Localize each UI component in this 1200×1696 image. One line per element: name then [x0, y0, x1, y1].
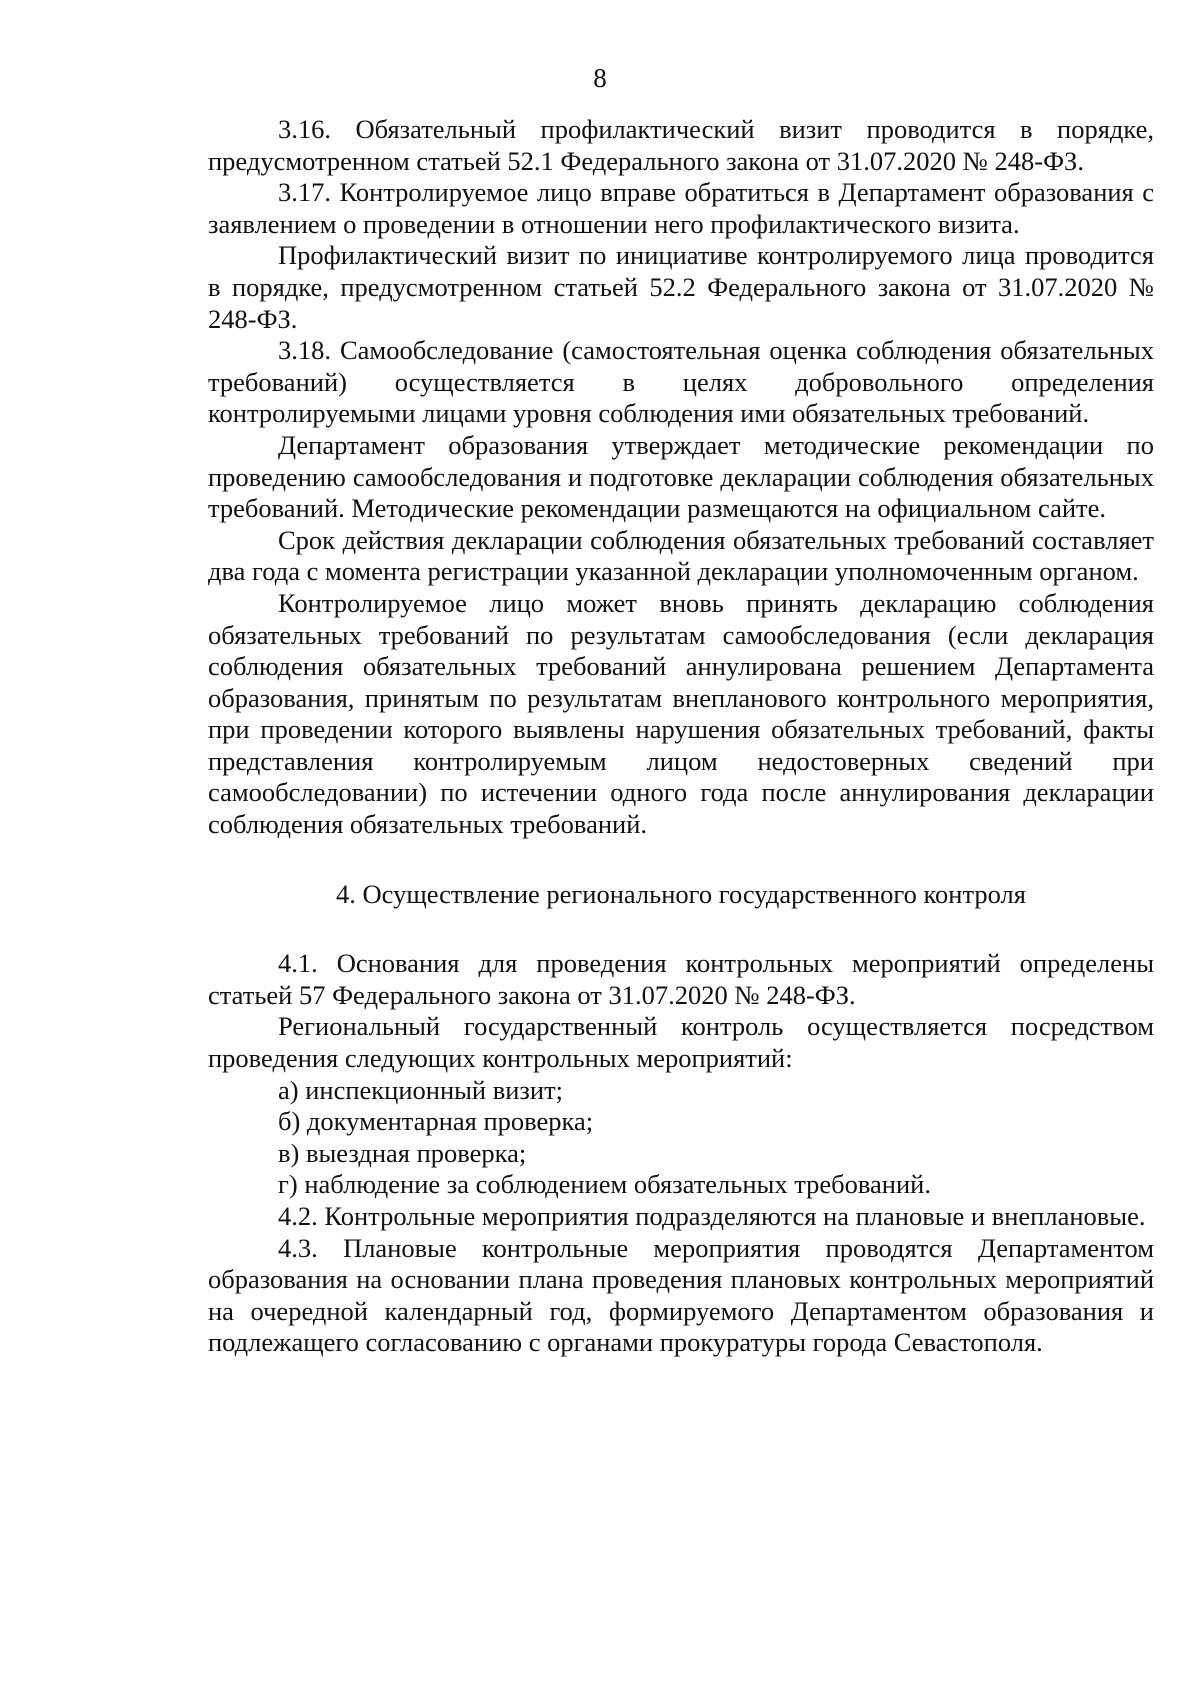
section-4-heading: 4. Осуществление регионального государственного контроля [336, 878, 1026, 909]
list-item-c: в) выездная проверка; [278, 1137, 527, 1168]
list-item-d: г) наблюдение за соблюдением обязательных требований. [278, 1169, 931, 1200]
paragraph-3-17-continued: Профилактический визит по инициативе контролируемого лица проводится в порядке, предусмотренном статьей 52.2 Федерального закона от 31.07.2020 № 248-ФЗ. [208, 240, 1154, 334]
paragraph-3-16: 3.16. Обязательный профилактический визит проводится в порядке, предусмотренном статьей 52.1 Федерального закона от 31.07.2020 № 248-ФЗ. [208, 114, 1154, 176]
paragraph-4-2: 4.2. Контрольные мероприятия подразделяются на плановые и внеплановые. [278, 1201, 1146, 1231]
paragraph-3-18-methodology: Департамент образования утверждает методические рекомендации по проведению самообследования и подготовке декларации соблюдения обязательных требований. Методические рекомендации размещаются на официальном сайте. [208, 429, 1154, 524]
paragraph-4-1: 4.1. Основания для проведения контрольных мероприятий определены статьей 57 Федерального закона от 31.07.2020 № 248-ФЗ. [208, 948, 1154, 1010]
paragraph-3-18: 3.18. Самообследование (самостоятельная оценка соблюдения обязательных требований) осуществляется в целях добровольного определения контролируемыми лицами уровня соблюдения ими обязательных требований. [208, 335, 1154, 429]
page-number: 8 [593, 63, 607, 93]
paragraph-4-1-continued: Региональный государственный контроль осуществляется посредством проведения следующих контрольных мероприятий: [208, 1011, 1154, 1074]
list-item-b: б) документарная проверка; [278, 1106, 594, 1137]
paragraph-3-18-validity: Срок действия декларации соблюдения обязательных требований составляет два года с момента регистрации указанной декларации уполномоченным органом. [208, 524, 1154, 587]
paragraph-3-18-redeclaration: Контролируемое лицо может вновь принять декларацию соблюдения обязательных требований по результатам самообследования (если декларация соблюдения обязательных требований аннулирована решением Департамента образования, принятым по результатам внепланового контрольного мероприятия, при проведении которого выявлены нарушения обязательных требований, факты представления контролируемым лицом недостоверных сведений при самообследовании) по истечении одного года после аннулирования декларации соблюдения обязательных требований. [208, 587, 1154, 840]
paragraph-4-3: 4.3. Плановые контрольные мероприятия проводятся Департаментом образования на основании плана проведения плановых контрольных мероприятий на очередной календарный год, формируемого Департаментом образования и подлежащего согласованию с органами прокуратуры города Севастополя. [208, 1232, 1154, 1358]
list-item-a: а) инспекционный визит; [278, 1074, 564, 1105]
paragraph-3-17: 3.17. Контролируемое лицо вправе обратиться в Департамент образования с заявлением о проведении в отношении него профилактического визита. [208, 177, 1154, 239]
document-body [208, 114, 1154, 1359]
